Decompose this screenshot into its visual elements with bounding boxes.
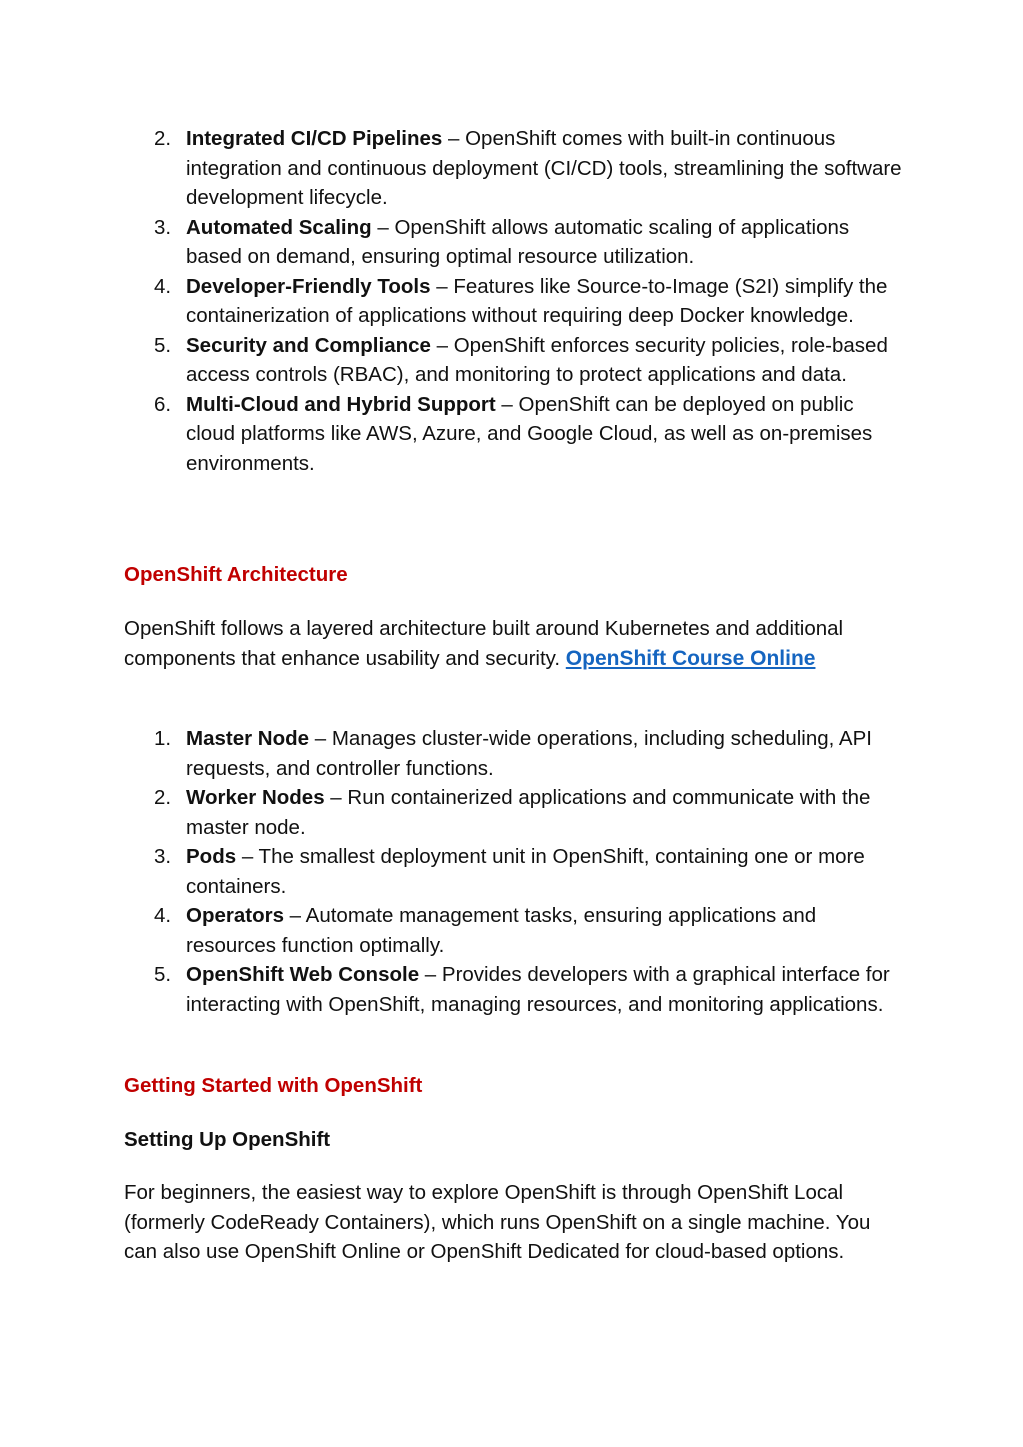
list-number: 4.	[154, 274, 172, 298]
feature-term: Integrated CI/CD Pipelines	[186, 127, 443, 150]
subheading-setting-up: Setting Up OpenShift	[124, 1128, 331, 1151]
component-term: Master Node	[186, 727, 310, 750]
list-number: 5.	[154, 333, 172, 357]
list-item	[124, 331, 904, 390]
list-number: 3.	[154, 215, 172, 239]
architecture-intro-paragraph	[124, 614, 904, 673]
list-number: 2.	[154, 127, 172, 150]
feature-description: – OpenShift enforces security policies, role-based access controls (RBAC), and monitoring to protect applications and data.	[186, 333, 888, 386]
list-item	[124, 842, 904, 901]
list-item	[124, 901, 904, 960]
list-item	[124, 124, 904, 213]
component-term: OpenShift Web Console	[186, 963, 420, 986]
list-item	[124, 272, 904, 331]
feature-description: – OpenShift can be deployed on public cloud platforms like AWS, Azure, and Google Cloud, as well as on-premises environments.	[186, 392, 873, 475]
feature-term: Security and Compliance	[186, 333, 431, 357]
list-item	[124, 783, 904, 842]
architecture-intro-text: OpenShift follows a layered architecture built around Kubernetes and additional components that enhance usability and security.	[124, 617, 844, 670]
component-term: Pods	[186, 845, 237, 868]
list-item	[124, 960, 904, 1019]
list-number: 1.	[154, 727, 172, 750]
section-heading-architecture: OpenShift Architecture	[124, 563, 348, 586]
list-item	[124, 213, 904, 272]
architecture-list	[124, 724, 904, 1019]
list-number: 6.	[154, 392, 172, 416]
feature-term: Developer-Friendly Tools	[186, 274, 431, 298]
feature-description: – OpenShift comes with built-in continuous integration and continuous deployment (CI/CD) tools, streamlining the software development lifecycle.	[186, 127, 902, 209]
section-heading-getting-started: Getting Started with OpenShift	[124, 1074, 423, 1097]
component-description: – The smallest deployment unit in OpenShift, containing one or more containers.	[186, 845, 865, 898]
feature-description: – OpenShift allows automatic scaling of applications based on demand, ensuring optimal resource utilization.	[186, 215, 850, 268]
feature-term: Multi-Cloud and Hybrid Support	[186, 392, 496, 416]
feature-description: – Features like Source-to-Image (S2I) simplify the containerization of applications without requiring deep Docker knowledge.	[186, 274, 888, 327]
component-term: Operators	[186, 904, 284, 927]
list-number: 5.	[154, 963, 172, 986]
component-description: – Provides developers with a graphical interface for interacting with OpenShift, managing resources, and monitoring applications.	[186, 963, 890, 1016]
list-number: 2.	[154, 786, 172, 809]
setup-paragraph: For beginners, the easiest way to explore OpenShift is through OpenShift Local (formerly CodeReady Containers), which runs OpenShift on a single machine. You can also use OpenShift Online or OpenShift Dedicated for cloud-based options.	[124, 1181, 871, 1263]
list-number: 3.	[154, 845, 172, 868]
component-term: Worker Nodes	[186, 786, 325, 809]
list-item	[124, 390, 904, 479]
features-list	[124, 124, 904, 478]
component-description: – Automate management tasks, ensuring applications and resources function optimally.	[186, 904, 817, 957]
course-link[interactable]: OpenShift Course Online	[565, 646, 816, 670]
component-description: – Manages cluster-wide operations, including scheduling, API requests, and controller functions.	[186, 727, 872, 780]
feature-term: Automated Scaling	[186, 215, 372, 239]
list-item	[124, 724, 904, 783]
list-number: 4.	[154, 904, 172, 927]
component-description: – Run containerized applications and communicate with the master node.	[186, 786, 871, 839]
